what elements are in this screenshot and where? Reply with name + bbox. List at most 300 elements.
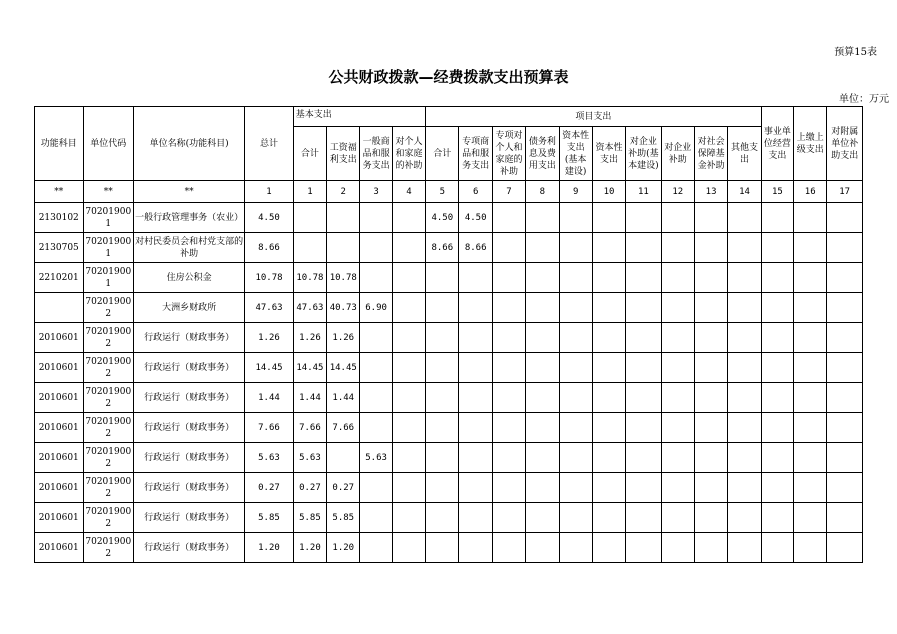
empty-cell xyxy=(728,263,761,293)
cell-p-total xyxy=(426,473,459,503)
empty-cell xyxy=(728,293,761,323)
empty-cell xyxy=(694,293,727,323)
empty-cell xyxy=(761,293,793,323)
empty-cell xyxy=(827,263,863,293)
cell-p-goods: 4.50 xyxy=(459,203,492,233)
header-basic-group: 基本支出 xyxy=(293,107,425,127)
empty-cell xyxy=(761,533,793,563)
cell-code: 702019002 xyxy=(83,413,134,443)
empty-cell xyxy=(526,503,559,533)
empty-cell xyxy=(559,353,592,383)
table-row xyxy=(35,533,863,563)
index-cell: 9 xyxy=(559,181,592,203)
cell-func: 2210201 xyxy=(35,263,84,293)
index-cell: 11 xyxy=(626,181,661,203)
empty-cell xyxy=(559,413,592,443)
empty-cell xyxy=(526,323,559,353)
cell-name: 行政运行（财政事务） xyxy=(134,533,245,563)
index-cell: 10 xyxy=(592,181,625,203)
table-row xyxy=(35,233,863,263)
empty-cell xyxy=(559,323,592,353)
empty-cell xyxy=(794,533,827,563)
empty-cell xyxy=(526,203,559,233)
cell-total: 0.27 xyxy=(245,473,294,503)
empty-cell xyxy=(626,533,661,563)
empty-cell xyxy=(626,383,661,413)
empty-cell xyxy=(626,263,661,293)
empty-cell xyxy=(626,233,661,263)
empty-cell xyxy=(794,353,827,383)
cell-b-goods xyxy=(360,233,392,263)
empty-cell xyxy=(626,293,661,323)
budget-table xyxy=(34,106,863,563)
empty-cell xyxy=(526,353,559,383)
empty-cell xyxy=(492,383,525,413)
header-func-subject: 功能科目 xyxy=(35,107,84,181)
cell-total: 10.78 xyxy=(245,263,294,293)
cell-b-total: 1.20 xyxy=(293,533,326,563)
empty-cell xyxy=(626,203,661,233)
cell-p-total xyxy=(426,383,459,413)
empty-cell xyxy=(694,353,727,383)
cell-total: 7.66 xyxy=(245,413,294,443)
index-cell: ** xyxy=(35,181,84,203)
empty-cell xyxy=(794,443,827,473)
header-project-other: 其他支出 xyxy=(728,127,761,181)
cell-b-wage: 1.26 xyxy=(327,323,360,353)
empty-cell xyxy=(761,233,793,263)
cell-p-total xyxy=(426,323,459,353)
cell-p-total: 4.50 xyxy=(426,203,459,233)
cell-code: 702019002 xyxy=(83,383,134,413)
cell-func: 2010601 xyxy=(35,383,84,413)
empty-cell xyxy=(492,323,525,353)
empty-cell xyxy=(694,473,727,503)
empty-cell xyxy=(661,473,694,503)
empty-cell xyxy=(559,293,592,323)
empty-cell xyxy=(661,323,694,353)
header-unit-code: 单位代码 xyxy=(83,107,134,181)
empty-cell xyxy=(728,533,761,563)
empty-cell xyxy=(526,443,559,473)
empty-cell xyxy=(526,233,559,263)
empty-cell xyxy=(492,263,525,293)
cell-b-total: 0.27 xyxy=(293,473,326,503)
cell-name: 行政运行（财政事务） xyxy=(134,383,245,413)
index-cell: 13 xyxy=(694,181,727,203)
cell-total: 1.44 xyxy=(245,383,294,413)
empty-cell xyxy=(694,443,727,473)
cell-b-total: 1.26 xyxy=(293,323,326,353)
empty-cell xyxy=(592,413,625,443)
cell-b-wage xyxy=(327,233,360,263)
empty-cell xyxy=(592,233,625,263)
cell-func: 2010601 xyxy=(35,533,84,563)
empty-cell xyxy=(827,233,863,263)
index-cell: 15 xyxy=(761,181,793,203)
empty-cell xyxy=(794,323,827,353)
header-project-capital: 资本性支出 xyxy=(592,127,625,181)
empty-cell xyxy=(794,293,827,323)
cell-name: 行政运行（财政事务） xyxy=(134,413,245,443)
empty-cell xyxy=(592,533,625,563)
empty-cell xyxy=(761,503,793,533)
cell-name: 行政运行（财政事务） xyxy=(134,323,245,353)
cell-p-total xyxy=(426,293,459,323)
page-title: 公共财政拨款—经费拨款支出预算表 xyxy=(328,68,569,86)
cell-b-goods xyxy=(360,203,392,233)
empty-cell xyxy=(526,533,559,563)
cell-b-goods xyxy=(360,353,392,383)
empty-cell xyxy=(626,353,661,383)
header-basic-goods: 一般商品和服务支出 xyxy=(360,127,392,181)
empty-cell xyxy=(827,443,863,473)
table-header xyxy=(35,107,863,203)
table-body xyxy=(35,203,863,563)
header-basic-wage: 工资福利支出 xyxy=(327,127,360,181)
empty-cell xyxy=(794,263,827,293)
cell-code: 702019002 xyxy=(83,503,134,533)
empty-cell xyxy=(827,323,863,353)
empty-cell xyxy=(728,353,761,383)
cell-total: 5.63 xyxy=(245,443,294,473)
empty-cell xyxy=(526,473,559,503)
cell-code: 702019002 xyxy=(83,293,134,323)
cell-p-goods: 8.66 xyxy=(459,233,492,263)
cell-b-wage: 0.27 xyxy=(327,473,360,503)
empty-cell xyxy=(492,353,525,383)
cell-b-family xyxy=(392,323,425,353)
table-row xyxy=(35,293,863,323)
cell-b-goods xyxy=(360,473,392,503)
empty-cell xyxy=(526,413,559,443)
empty-cell xyxy=(559,383,592,413)
cell-b-goods xyxy=(360,263,392,293)
cell-func: 2010601 xyxy=(35,443,84,473)
cell-b-goods xyxy=(360,503,392,533)
empty-cell xyxy=(827,383,863,413)
index-cell: 1 xyxy=(245,181,294,203)
cell-b-family xyxy=(392,203,425,233)
cell-name: 行政运行（财政事务） xyxy=(134,503,245,533)
empty-cell xyxy=(492,503,525,533)
cell-total: 1.20 xyxy=(245,533,294,563)
empty-cell xyxy=(761,323,793,353)
form-number: 预算15表 xyxy=(834,47,877,58)
empty-cell xyxy=(728,323,761,353)
empty-cell xyxy=(728,503,761,533)
cell-p-total xyxy=(426,533,459,563)
empty-cell xyxy=(559,203,592,233)
empty-cell xyxy=(492,413,525,443)
empty-cell xyxy=(592,473,625,503)
cell-p-goods xyxy=(459,263,492,293)
cell-b-total xyxy=(293,233,326,263)
empty-cell xyxy=(794,203,827,233)
empty-cell xyxy=(661,383,694,413)
cell-p-goods xyxy=(459,503,492,533)
empty-cell xyxy=(728,233,761,263)
empty-cell xyxy=(694,413,727,443)
empty-cell xyxy=(661,203,694,233)
cell-func: 2010601 xyxy=(35,473,84,503)
cell-total: 5.85 xyxy=(245,503,294,533)
cell-total: 4.50 xyxy=(245,203,294,233)
table-row xyxy=(35,413,863,443)
cell-code: 702019002 xyxy=(83,443,134,473)
cell-b-family xyxy=(392,353,425,383)
cell-b-goods xyxy=(360,533,392,563)
table-row xyxy=(35,473,863,503)
empty-cell xyxy=(661,293,694,323)
empty-cell xyxy=(761,443,793,473)
empty-cell xyxy=(827,413,863,443)
empty-cell xyxy=(559,443,592,473)
empty-cell xyxy=(626,443,661,473)
table-row xyxy=(35,443,863,473)
table-row xyxy=(35,263,863,293)
empty-cell xyxy=(728,473,761,503)
cell-b-family xyxy=(392,263,425,293)
table-row xyxy=(35,503,863,533)
header-project-enterprise: 对企业补助 xyxy=(661,127,694,181)
cell-total: 14.45 xyxy=(245,353,294,383)
empty-cell xyxy=(626,473,661,503)
empty-cell xyxy=(694,263,727,293)
cell-b-goods xyxy=(360,323,392,353)
empty-cell xyxy=(694,503,727,533)
empty-cell xyxy=(592,383,625,413)
cell-b-family xyxy=(392,233,425,263)
cell-b-wage: 10.78 xyxy=(327,263,360,293)
index-row xyxy=(35,181,863,203)
cell-b-goods xyxy=(360,383,392,413)
empty-cell xyxy=(661,413,694,443)
empty-cell xyxy=(492,533,525,563)
cell-code: 702019002 xyxy=(83,353,134,383)
empty-cell xyxy=(761,413,793,443)
cell-p-goods xyxy=(459,473,492,503)
cell-b-total: 14.45 xyxy=(293,353,326,383)
empty-cell xyxy=(794,233,827,263)
index-cell: 5 xyxy=(426,181,459,203)
cell-b-family xyxy=(392,293,425,323)
empty-cell xyxy=(827,203,863,233)
header-basic-total: 合计 xyxy=(293,127,326,181)
empty-cell xyxy=(694,323,727,353)
index-cell: 4 xyxy=(392,181,425,203)
cell-p-total: 8.66 xyxy=(426,233,459,263)
empty-cell xyxy=(694,533,727,563)
cell-p-goods xyxy=(459,443,492,473)
index-cell: 1 xyxy=(293,181,326,203)
cell-b-total: 5.85 xyxy=(293,503,326,533)
cell-name: 大洲乡财政所 xyxy=(134,293,245,323)
table-row xyxy=(35,383,863,413)
cell-p-goods xyxy=(459,413,492,443)
table-row xyxy=(35,353,863,383)
cell-name: 对村民委员会和村党支部的补助 xyxy=(134,233,245,263)
empty-cell xyxy=(626,503,661,533)
cell-total: 8.66 xyxy=(245,233,294,263)
cell-p-goods xyxy=(459,323,492,353)
empty-cell xyxy=(559,263,592,293)
index-cell: 14 xyxy=(728,181,761,203)
cell-b-wage: 1.44 xyxy=(327,383,360,413)
cell-name: 一般行政管理事务（农业） xyxy=(134,203,245,233)
cell-b-wage: 7.66 xyxy=(327,413,360,443)
cell-b-total: 10.78 xyxy=(293,263,326,293)
cell-code: 702019001 xyxy=(83,203,134,233)
index-cell: 16 xyxy=(794,181,827,203)
empty-cell xyxy=(661,533,694,563)
cell-b-family xyxy=(392,413,425,443)
cell-b-goods: 5.63 xyxy=(360,443,392,473)
empty-cell xyxy=(492,473,525,503)
empty-cell xyxy=(559,473,592,503)
index-cell: 7 xyxy=(492,181,525,203)
empty-cell xyxy=(559,503,592,533)
empty-cell xyxy=(694,203,727,233)
empty-cell xyxy=(592,353,625,383)
empty-cell xyxy=(694,233,727,263)
header-unit-name: 单位名称(功能科目) xyxy=(134,107,245,181)
header-basic-family: 对个人和家庭的补助 xyxy=(392,127,425,181)
empty-cell xyxy=(794,413,827,443)
cell-total: 47.63 xyxy=(245,293,294,323)
cell-code: 702019002 xyxy=(83,533,134,563)
header-project-family: 专项对个人和家庭的补助 xyxy=(492,127,525,181)
empty-cell xyxy=(526,293,559,323)
cell-b-total: 5.63 xyxy=(293,443,326,473)
empty-cell xyxy=(761,203,793,233)
header-project-social: 对社会保障基金补助 xyxy=(694,127,727,181)
empty-cell xyxy=(592,203,625,233)
empty-cell xyxy=(559,233,592,263)
empty-cell xyxy=(559,533,592,563)
cell-p-total xyxy=(426,413,459,443)
header-total: 总计 xyxy=(245,107,294,181)
empty-cell xyxy=(661,353,694,383)
header-upper: 上缴上级支出 xyxy=(794,107,827,181)
empty-cell xyxy=(827,293,863,323)
empty-cell xyxy=(626,323,661,353)
empty-cell xyxy=(728,443,761,473)
cell-func: 2010601 xyxy=(35,353,84,383)
cell-b-family xyxy=(392,443,425,473)
header-project-capital-basic: 资本性支出(基本建设) xyxy=(559,127,592,181)
empty-cell xyxy=(492,203,525,233)
cell-p-total xyxy=(426,503,459,533)
empty-cell xyxy=(592,323,625,353)
empty-cell xyxy=(592,263,625,293)
cell-name: 行政运行（财政事务） xyxy=(134,473,245,503)
cell-code: 702019001 xyxy=(83,233,134,263)
cell-b-wage xyxy=(327,203,360,233)
cell-b-wage: 5.85 xyxy=(327,503,360,533)
cell-b-goods: 6.90 xyxy=(360,293,392,323)
index-cell: 3 xyxy=(360,181,392,203)
cell-p-total xyxy=(426,353,459,383)
empty-cell xyxy=(592,503,625,533)
cell-b-family xyxy=(392,503,425,533)
index-cell: 2 xyxy=(327,181,360,203)
cell-func: 2130102 xyxy=(35,203,84,233)
empty-cell xyxy=(592,443,625,473)
cell-func: 2010601 xyxy=(35,503,84,533)
index-cell: 8 xyxy=(526,181,559,203)
cell-p-goods xyxy=(459,353,492,383)
cell-p-total xyxy=(426,443,459,473)
empty-cell xyxy=(661,233,694,263)
cell-p-goods xyxy=(459,533,492,563)
cell-b-wage xyxy=(327,443,360,473)
empty-cell xyxy=(661,263,694,293)
cell-b-wage: 40.73 xyxy=(327,293,360,323)
empty-cell xyxy=(661,503,694,533)
cell-func: 2010601 xyxy=(35,413,84,443)
header-institution: 事业单位经营支出 xyxy=(761,107,793,181)
empty-cell xyxy=(526,383,559,413)
cell-b-family xyxy=(392,533,425,563)
empty-cell xyxy=(728,413,761,443)
cell-code: 702019002 xyxy=(83,323,134,353)
cell-name: 行政运行（财政事务） xyxy=(134,443,245,473)
cell-p-goods xyxy=(459,383,492,413)
cell-name: 行政运行（财政事务） xyxy=(134,353,245,383)
cell-b-total: 7.66 xyxy=(293,413,326,443)
cell-func: 2010601 xyxy=(35,323,84,353)
index-cell: ** xyxy=(83,181,134,203)
header-project-group: 项目支出 xyxy=(426,107,762,127)
unit-label: 单位：万元 xyxy=(839,94,889,105)
cell-b-total: 1.44 xyxy=(293,383,326,413)
cell-name: 住房公积金 xyxy=(134,263,245,293)
empty-cell xyxy=(761,473,793,503)
empty-cell xyxy=(592,293,625,323)
cell-b-family xyxy=(392,383,425,413)
empty-cell xyxy=(661,443,694,473)
empty-cell xyxy=(626,413,661,443)
cell-func xyxy=(35,293,84,323)
empty-cell xyxy=(761,263,793,293)
empty-cell xyxy=(794,473,827,503)
empty-cell xyxy=(794,383,827,413)
header-affiliated: 对附属单位补助支出 xyxy=(827,107,863,181)
cell-code: 702019001 xyxy=(83,263,134,293)
cell-p-goods xyxy=(459,293,492,323)
empty-cell xyxy=(492,443,525,473)
empty-cell xyxy=(761,383,793,413)
cell-b-total xyxy=(293,203,326,233)
index-cell: 6 xyxy=(459,181,492,203)
empty-cell xyxy=(827,473,863,503)
empty-cell xyxy=(492,233,525,263)
empty-cell xyxy=(827,353,863,383)
index-cell: 12 xyxy=(661,181,694,203)
header-project-goods: 专项商品和服务支出 xyxy=(459,127,492,181)
empty-cell xyxy=(827,533,863,563)
cell-func: 2130705 xyxy=(35,233,84,263)
empty-cell xyxy=(694,383,727,413)
cell-b-wage: 14.45 xyxy=(327,353,360,383)
table-row xyxy=(35,323,863,353)
index-cell: ** xyxy=(134,181,245,203)
cell-total: 1.26 xyxy=(245,323,294,353)
empty-cell xyxy=(827,503,863,533)
index-cell: 17 xyxy=(827,181,863,203)
cell-b-family xyxy=(392,473,425,503)
